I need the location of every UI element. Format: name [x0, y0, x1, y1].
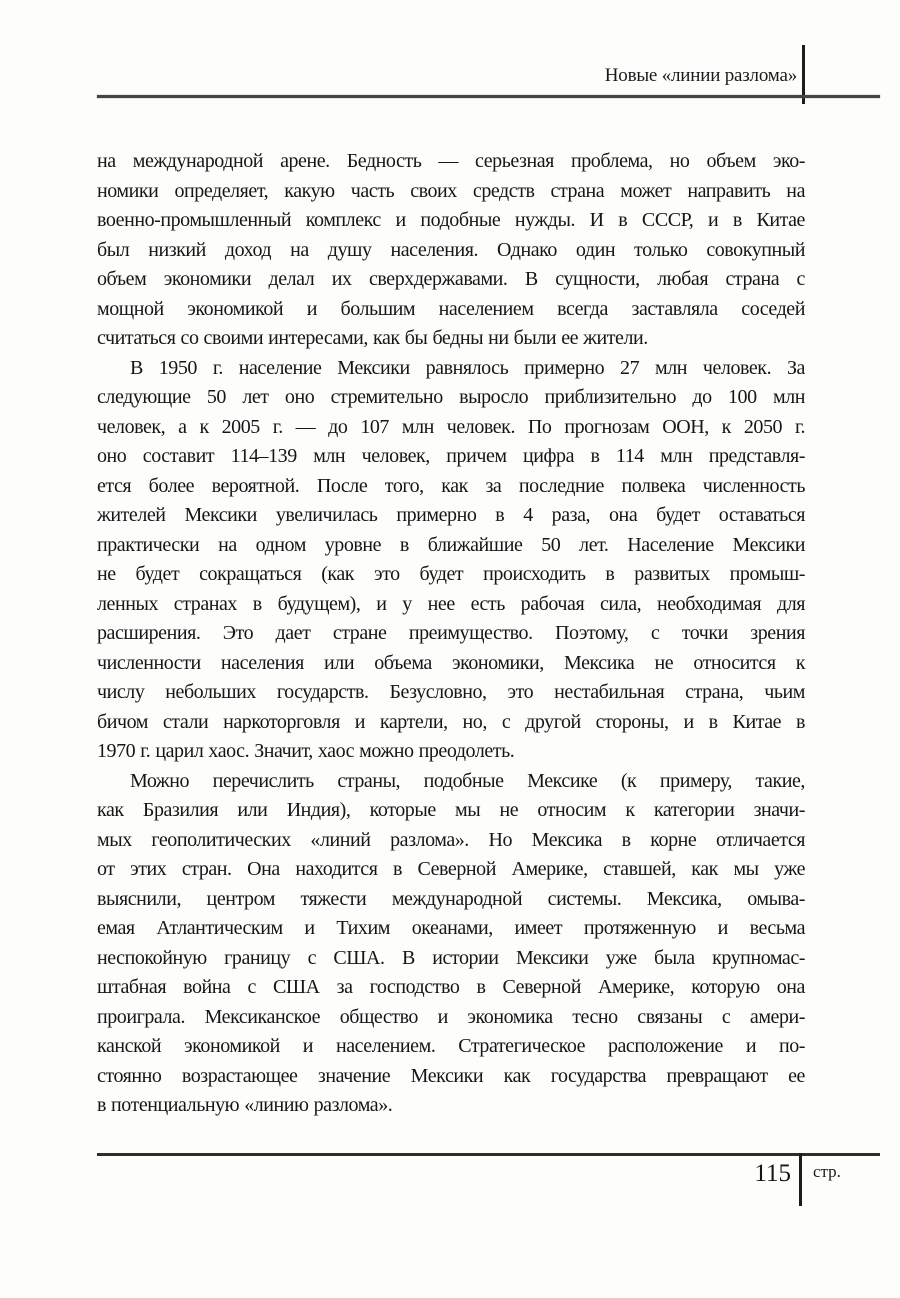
text-line: мощной экономикой и большим населением всегда заставляла соседей: [97, 297, 805, 320]
text-line: В 1950 г. население Мексики равнялось примерно 27 млн человек. За: [130, 356, 805, 379]
footer-horizontal-rule: [97, 1153, 880, 1156]
text-line: емая Атлантическим и Тихим океанами, имеет протяженную и весьма: [97, 917, 805, 939]
text-line: в потенциальную «линию разлома».: [97, 1094, 393, 1116]
text-line: ленных странах в будущем), и у нее есть рабочая сила, необходимая для: [97, 592, 805, 615]
text-line: численности населения или объема экономики, Мексика не относится к: [97, 651, 805, 674]
header-horizontal-rule: [97, 95, 880, 98]
text-line: не будет сокращаться (как это будет происходить в развитых промыш-: [97, 563, 805, 585]
text-line: проиграла. Мексиканское общество и экономика тесно связаны с амери-: [97, 1005, 805, 1028]
text-line: следующие 50 лет оно стремительно выросло приблизительно до 100 млн: [97, 386, 805, 408]
paragraph: [97, 147, 805, 354]
text-line: считаться со своими интересами, как бы бедны ни были ее жители.: [97, 327, 648, 349]
text-line: Можно перечислить страны, подобные Мексике (к примеру, такие,: [130, 769, 805, 792]
text-line: оно составит 114–139 млн человек, причем цифра в 114 млн представля-: [97, 445, 805, 467]
text-line: был низкий доход на душу населения. Однако один только совокупный: [97, 238, 805, 261]
text-line: расширения. Это дает стране преимущество. Поэтому, с точки зрения: [97, 622, 805, 644]
text-line: стоянно возрастающее значение Мексики как государства превращают ее: [97, 1064, 805, 1087]
text-line: канской экономикой и населением. Стратегическое расположение и по-: [97, 1035, 805, 1057]
text-line: жителей Мексики увеличилась примерно в 4 раза, она будет оставаться: [97, 504, 805, 526]
page-number-label: стр.: [813, 1162, 841, 1181]
paragraph: [97, 767, 805, 1121]
text-line: военно-промышленный комплекс и подобные нужды. И в СССР, и в Китае: [97, 209, 805, 231]
text-line: на международной арене. Бедность — серьезная проблема, но объем эко-: [97, 150, 805, 172]
text-line: бичом стали наркоторговля и картели, но, с другой стороны, и в Китае в: [97, 710, 805, 733]
text-line: выяснили, центром тяжести международной системы. Мексика, омыва-: [97, 887, 805, 910]
text-line: как Бразилия или Индия), которые мы не относим к категории значи-: [97, 799, 805, 821]
text-line: неспокойную границу с США. В истории Мексики уже была крупномас-: [97, 946, 805, 969]
footer-vertical-rule: [799, 1153, 802, 1206]
paragraph: [97, 354, 805, 767]
text-line: ется более вероятной. После того, как за последние полвека численность: [97, 474, 805, 497]
body-text: [97, 147, 805, 1121]
text-line: номики определяет, какую часть своих средств страна может направить на: [97, 179, 805, 202]
text-line: практически на одном уровне в ближайшие 50 лет. Население Мексики: [97, 533, 805, 556]
text-line: от этих стран. Она находится в Северной Америке, ставшей, как мы уже: [97, 858, 805, 880]
text-line: человек, а к 2005 г. — до 107 млн человек. По прогнозам ООН, к 2050 г.: [97, 415, 805, 438]
text-line: штабная война с США за господство в Северной Америке, которую она: [97, 976, 805, 998]
text-line: мых геополитических «линий разлома». Но Мексика в корне отличается: [97, 828, 805, 851]
text-line: 1970 г. царил хаос. Значит, хаос можно преодолеть.: [97, 740, 515, 762]
running-header-title: Новые «линии разлома»: [604, 65, 797, 86]
page-number: 115: [754, 1160, 791, 1187]
text-line: числу небольших государств. Безусловно, это нестабильная страна, чьим: [97, 681, 805, 703]
text-line: объем экономики делал их сверхдержавами. В сущности, любая страна с: [97, 268, 805, 290]
